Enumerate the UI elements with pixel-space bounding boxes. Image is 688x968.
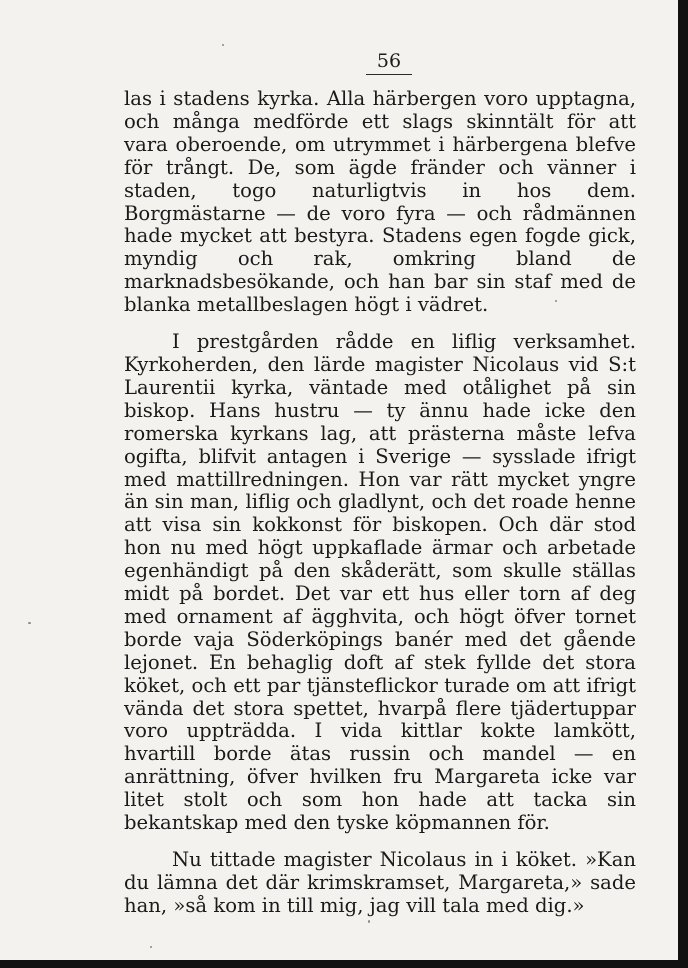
- paragraph-2: I prestgården rådde en liflig verksamhet. Kyrkoherden, den lärde magister Nicolaus vid S:t Laurentii kyrka, väntade med otålighet på sin biskop. Hans hustru — ty ännu hade icke den romerska kyrkans lag, att prästerna måste lefva ogifta, blifvit antagen i Sverige — sysslade ifrigt med mattillredningen. Hon var rätt mycket yngre än sin man, liflig och gladlynt, och det roade henne att visa sin kokkonst för biskopen. Och där stod hon nu med högt uppkaflade ärmar och arbetade egenhändigt på den skåderätt, som skulle ställas midt på bordet. Det var ett hus eller torn af deg med ornament af ägghvita, och högt öfver tornet borde vaja Söderköpings banér med det gående lejonet. En behaglig doft af stek fyllde det stora köket, och ett par tjänsteflickor turade om att ifrigt vända det stora spettet, hvarpå flere tjädertuppar voro uppträdda. I vida kittlar kokte lamkött, hvartill borde ätas russin och mandel — en anrättning, öfver hvilken fru Margareta icke var litet stolt och som hon hade att tacka sin bekantskap med den tyske köpmannen för.: [124, 330, 636, 835]
- scan-speck: [150, 946, 152, 948]
- scan-speck: [222, 44, 224, 46]
- body-text: [124, 88, 636, 918]
- paragraph-3: Nu tittade magister Nicolaus in i köket. »Kan du lämna det där krimskramset, Margareta,» sade han, »så kom in till mig, jag vill tala med dig.»: [124, 848, 636, 917]
- paragraph-1: las i stadens kyrka. Alla härbergen voro upptagna, och många medförde ett slags skinntält för att vara oberoende, om utrymmet i härbergena blefve för trångt. De, som ägde fränder och vänner i staden, togo naturligtvis in hos dem. Borgmästarne — de voro fyra — och rådmännen hade mycket att bestyra. Stadens egen fogde gick, myndig och rak, omkring bland de marknadsbesökande, och han bar sin staf med de blanka metallbeslagen högt i vädret.: [124, 87, 636, 317]
- scan-speck: [368, 920, 370, 923]
- scan-border-right: [678, 0, 688, 968]
- scan-speck: [555, 300, 557, 302]
- scan-border-bottom: [0, 960, 688, 968]
- page-number: 56: [366, 50, 412, 75]
- scan-speck: [28, 622, 31, 624]
